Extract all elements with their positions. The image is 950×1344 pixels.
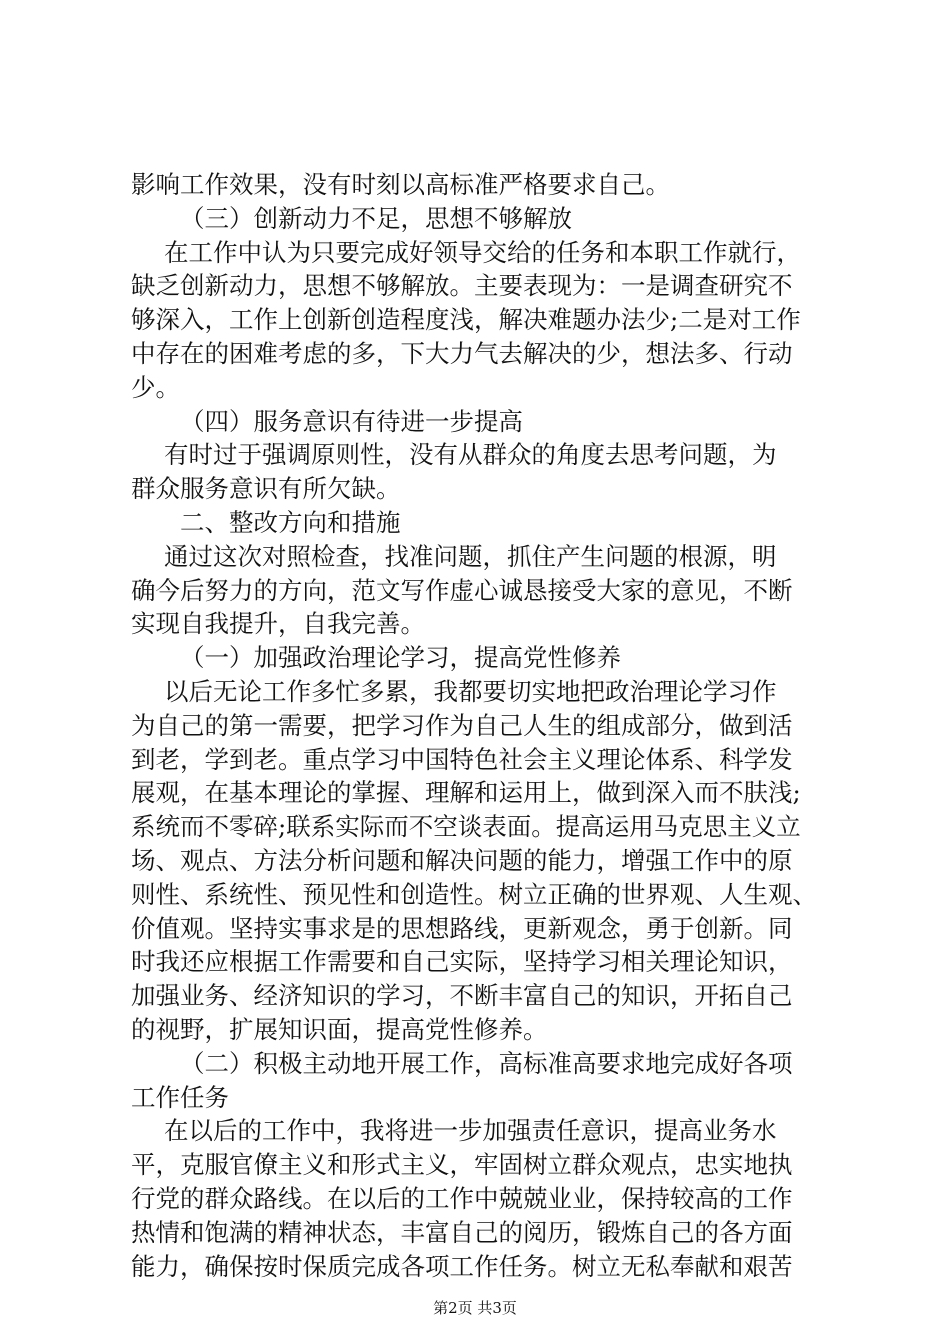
text-line: （二）积极主动地开展工作，高标准高要求地完成好各项 xyxy=(180,1048,793,1078)
text-line: 通过这次对照检查，找准问题，抓住产生问题的根源，明 xyxy=(164,541,777,571)
text-line: 价值观。坚持实事求是的思想路线，更新观念，勇于创新。同 xyxy=(131,913,793,943)
text-line: 场、观点、方法分析问题和解决问题的能力，增强工作中的原 xyxy=(131,845,793,875)
text-line: 为自己的第一需要，把学习作为自己人生的组成部分，做到活 xyxy=(131,710,793,740)
text-line: 到老，学到老。重点学习中国特色社会主义理论体系、科学发 xyxy=(131,744,793,774)
text-line: 在工作中认为只要完成好领导交给的任务和本职工作就行， xyxy=(164,237,801,267)
text-line: 够深入，工作上创新创造程度浅，解决难题办法少;二是对工作 xyxy=(131,305,801,335)
page-footer: 第2页 共3页 xyxy=(433,1299,517,1317)
text-line: 中存在的困难考虑的多，下大力气去解决的少，想法多、行动 xyxy=(131,338,793,368)
text-line: 时我还应根据工作需要和自己实际，坚持学习相关理论知识， xyxy=(131,947,793,977)
text-line: 工作任务 xyxy=(131,1082,229,1112)
text-line: 少。 xyxy=(131,372,180,402)
text-line: 能力，确保按时保质完成各项工作任务。树立无私奉献和艰苦 xyxy=(131,1251,793,1281)
text-line: （四）服务意识有待进一步提高 xyxy=(180,406,523,436)
text-line: 平，克服官僚主义和形式主义，牢固树立群众观点，忠实地执 xyxy=(131,1150,793,1180)
text-line: 确今后努力的方向，范文写作虚心诚恳接受大家的意见，不断 xyxy=(131,575,793,605)
text-line: 有时过于强调原则性，没有从群众的角度去思考问题，为 xyxy=(164,440,777,470)
text-line: 系统而不零碎;联系实际而不空谈表面。提高运用马克思主义立 xyxy=(131,812,801,842)
text-line: 影响工作效果，没有时刻以高标准严格要求自己。 xyxy=(131,170,670,199)
text-line: 群众服务意识有所欠缺。 xyxy=(131,474,401,504)
text-line: 二、整改方向和措施 xyxy=(180,507,401,537)
text-line: 的视野，扩展知识面，提高党性修养。 xyxy=(131,1014,548,1044)
text-line: （三）创新动力不足，思想不够解放 xyxy=(180,203,572,233)
text-line: 则性、系统性、预见性和创造性。树立正确的世界观、人生观、 xyxy=(131,879,817,909)
text-line: 以后无论工作多忙多累，我都要切实地把政治理论学习作 xyxy=(164,676,777,706)
text-line: 行党的群众路线。在以后的工作中兢兢业业，保持较高的工作 xyxy=(131,1183,793,1213)
text-line: 加强业务、经济知识的学习，不断丰富自己的知识，开拓自己 xyxy=(131,981,793,1011)
document-body xyxy=(131,168,831,1283)
text-line: 缺乏创新动力，思想不够解放。主要表现为：一是调查研究不 xyxy=(131,271,793,301)
text-line: 展观，在基本理论的掌握、理解和运用上，做到深入而不肤浅; xyxy=(131,778,801,808)
text-line: 在以后的工作中，我将进一步加强责任意识，提高业务水 xyxy=(164,1116,777,1146)
text-line: （一）加强政治理论学习，提高党性修养 xyxy=(180,643,621,673)
text-line: 实现自我提升，自我完善。 xyxy=(131,609,425,639)
text-line: 热情和饱满的精神状态，丰富自己的阅历，锻炼自己的各方面 xyxy=(131,1217,793,1247)
